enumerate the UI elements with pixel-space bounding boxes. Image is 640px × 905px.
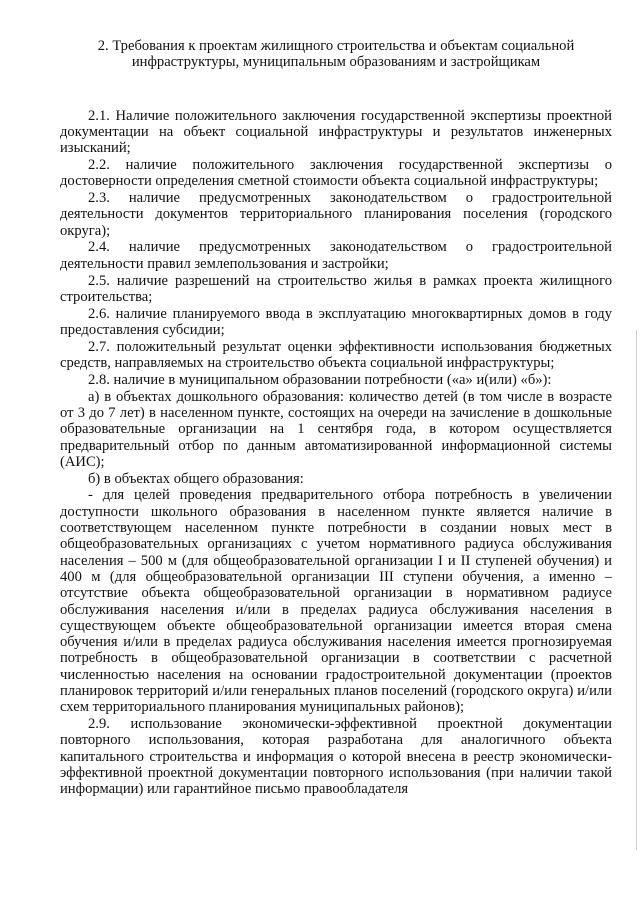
paragraph-2-1: 2.1. Наличие положительного заключения государственной экспертизы проектной документации на объект социальной инфраструктуры и результатов инженерных изысканий; <box>60 107 612 157</box>
paragraph-2-4: 2.4. наличие предусмотренных законодательством о градостроительной деятельности правил землепользования и застройки; <box>60 239 612 272</box>
paragraph-2-8-a: а) в объектах дошкольного образования: количество детей (в том числе в возрасте от 3 до 7 лет) в населенном пункте, состоящих на очереди на зачисление в дошкольные образовательные организации на 1 сентября года, в котором осуществляется предварительный отбор по данным автоматизированной информационной системы (АИС); <box>60 388 612 470</box>
paragraph-2-8-b: б) в объектах общего образования: <box>88 470 304 487</box>
paragraph-2-5: 2.5. наличие разрешений на строительство жилья в рамках проекта жилищного строительства; <box>60 272 612 305</box>
scan-edge-line <box>636 330 637 850</box>
paragraph-2-6: 2.6. наличие планируемого ввода в эксплуатацию многоквартирных домов в году предоставления субсидии; <box>60 305 612 338</box>
paragraph-2-7: 2.7. положительный результат оценки эффективности использования бюджетных средств, направляемых на строительство объекта социальной инфраструктуры; <box>60 338 612 372</box>
paragraph-2-9: 2.9. использование экономически-эффективной проектной документации повторного использования, которая разработана для аналогичного объекта капитального строительства и информация о которой внесена в реестр экономически-эффективной проектной документации повторного использования (при наличии такой информации) или гарантийное письмо правообладателя <box>60 716 612 798</box>
document-body <box>60 38 612 798</box>
paragraph-2-8: 2.8. наличие в муниципальном образовании потребности («а» и(или) «б»): <box>88 371 552 388</box>
section-heading: 2. Требования к проектам жилищного строительства и объектам социальной инфраструктуры, муниципальным образованиям и застройщикам <box>97 38 575 71</box>
paragraph-2-8-b-detail: - для целей проведения предварительного отбора потребность в увеличении доступности школьного образования в населенном пункте является наличие в соответствующем населенном пункте потребности в создании новых мест в общеобразовательных организациях с учетом нормативного радиуса обслуживания населения – 500 м (для общеобразовательной организации I и II ступеней обучения) и 400 м (для общеобразовательной организации III ступени обучения, а именно – отсутствие объекта общеобразовательной организации в нормативном радиусе обслуживания населения и/или в пределах радиуса обслуживания населения в существующем объекте общеобразовательной организации имеется вторая смена обучения и/или в пределах радиуса обслуживания населения имеется прогнозируемая потребность в общеобразовательной организации в соответствии с расчетной численностью населения на основании градостроительной документации (проектов планировок территорий и/или генеральных планов поселений (городского округа) и/или схем территориального планирования муниципальных районов); <box>60 487 612 716</box>
paragraph-2-2: 2.2. наличие положительного заключения государственной экспертизы о достоверности определения сметной стоимости объекта социальной инфраструктуры; <box>60 156 612 190</box>
paragraph-2-3: 2.3. наличие предусмотренных законодательством о градостроительной деятельности документов территориального планирования поселения (городского округа); <box>60 190 612 239</box>
